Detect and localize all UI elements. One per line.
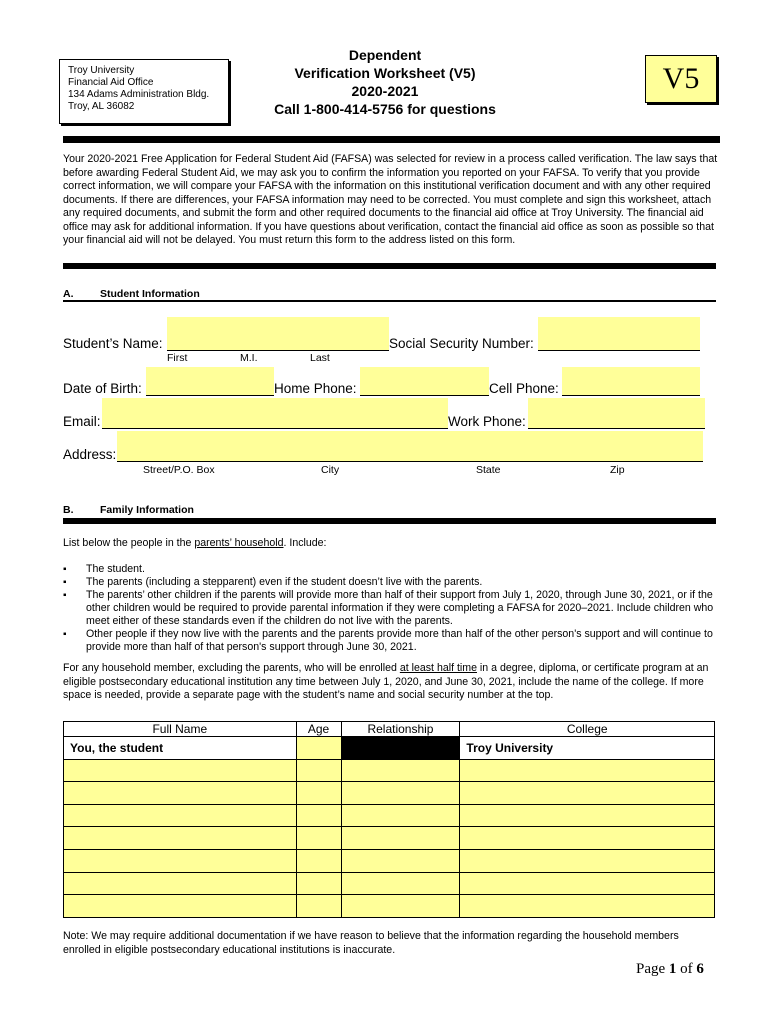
version-badge: V5 [645,55,717,103]
relationship-cell[interactable] [341,872,460,895]
col-age: Age [296,722,341,737]
state-caption: State [476,464,501,476]
college-cell[interactable] [460,849,715,872]
name-cell[interactable] [64,782,297,805]
student-name-cell: You, the student [64,737,297,760]
relationship-cell[interactable] [341,895,460,918]
table-row [64,737,715,760]
email-label: Email: [63,414,101,429]
office-line: Troy University [68,65,135,76]
office-line: Troy, AL 36082 [68,101,135,112]
first-name-caption: First [167,352,188,364]
parents-household-text: parents’ household [194,537,284,549]
zip-caption: Zip [610,464,625,476]
list-item: ▪ Other people if they now live with the parents and the parents provide more than half of the other person's support and will continue to provide more than half of that person's support through June 30, 2021. [63,628,715,654]
relationship-cell[interactable] [341,782,460,805]
table-row[interactable] [64,827,715,850]
college-cell[interactable] [460,782,715,805]
college-cell[interactable] [460,872,715,895]
relationship-cell[interactable] [341,849,460,872]
section-a-letter: A. [63,288,74,300]
email-field[interactable] [102,398,448,429]
age-cell[interactable] [296,782,341,805]
section-a-title: Student Information [100,288,200,300]
office-line: Financial Aid Office [68,77,154,88]
intro-paragraph: Your 2020-2021 Free Application for Federal Student Aid (FAFSA) was selected for review in a process called verification. The law says that before awarding Federal Student Aid, we may ask you to confirm the information you reported on your FAFSA. To verify that you provide correct information, we will compare your FAFSA with the information on this institutional verification document and with any other required documents. If there are differences, your FAFSA information may need to be corrected. You must complete and sign this worksheet, attach any required documents, and submit the form and other required documents to the financial aid office at Troy University. The financial aid office may ask for additional information. If you have questions about verification, contact the financial aid office as soon as possible so that your financial aid will not be delayed. You must return this form to the address listed on this form. [63,153,718,246]
page-total: 6 [696,961,704,977]
divider [63,263,716,269]
include-list [63,563,715,654]
list-item: ▪ The parents’ other children if the parents will provide more than half of their support from July 1, 2020, through June 30, 2021, or if the other children would be required to provide parental information if they were completing a FAFSA for 2020–2021. Include children who meet either of these standards even if the children do not live with the parents. [63,589,715,628]
city-caption: City [321,464,340,476]
col-relationship: Relationship [341,722,460,737]
office-address-box [59,59,229,124]
relationship-cell[interactable] [341,827,460,850]
age-cell[interactable] [296,872,341,895]
enrollment-text: For any household member, excluding the parents, who will be enrolled [63,662,400,674]
relationship-cell-blocked [341,737,460,760]
section-b-letter: B. [63,504,74,516]
table-row[interactable] [64,895,715,918]
name-cell[interactable] [64,849,297,872]
age-cell[interactable] [296,759,341,782]
college-cell[interactable] [460,804,715,827]
household-intro [63,537,326,551]
field-underline [538,350,700,351]
name-cell[interactable] [64,759,297,782]
dob-field[interactable] [146,367,274,396]
ssn-field[interactable] [538,317,700,351]
college-cell: Troy University [460,737,715,760]
field-underline [562,395,700,396]
address-field[interactable] [117,431,703,462]
divider [63,300,716,302]
name-cell[interactable] [64,827,297,850]
home-phone-field[interactable] [360,367,489,396]
work-phone-label: Work Phone: [448,414,526,429]
field-underline [117,461,703,462]
street-caption: Street/P.O. Box [143,464,215,476]
intro-text: List below the people in the [63,537,195,549]
name-cell[interactable] [64,872,297,895]
last-name-caption: Last [310,352,330,364]
office-line: 134 Adams Administration Bldg. [68,89,210,100]
table-row[interactable] [64,782,715,805]
page-current: 1 [668,961,677,977]
table-row[interactable] [64,759,715,782]
intro-text: . Include: [283,537,327,549]
section-b-title: Family Information [100,504,194,516]
title-line: Call 1-800-414-5756 for questions [274,101,496,117]
work-phone-field[interactable] [528,398,705,429]
list-item: ▪ The parents (including a stepparent) even if the student doesn’t live with the parents. [63,576,715,589]
field-underline [360,395,489,396]
page-title [240,46,530,118]
cell-phone-label: Cell Phone: [489,381,559,396]
ssn-label: Social Security Number: [389,336,534,351]
title-line: Verification Worksheet (V5) [294,65,476,81]
household-table [63,721,715,918]
student-name-label: Student’s Name: [63,336,163,351]
address-label: Address: [63,447,117,462]
age-cell[interactable] [296,737,341,760]
of-word: of [680,961,693,977]
college-cell[interactable] [460,759,715,782]
enrollment-text: in a degree, diploma, or certificate program at an eligible postsecondary educational institution any time between July 1, 2020, and June 30, 2021, include the name of the college. If more space is needed, provide a separate page with the student’s name and social security number at the top. [63,662,709,701]
half-time-text: at least half time [399,662,477,674]
home-phone-label: Home Phone: [274,381,357,396]
table-row[interactable] [64,872,715,895]
table-row[interactable] [64,804,715,827]
list-item: ▪ The student. [63,563,715,576]
page-number [636,961,704,978]
table-row[interactable] [64,849,715,872]
dob-label: Date of Birth: [63,381,142,396]
cell-phone-field[interactable] [562,367,700,396]
title-line: 2020-2021 [351,83,419,99]
field-underline [102,428,448,429]
age-cell[interactable] [296,895,341,918]
field-underline [528,428,705,429]
divider [63,136,720,143]
enrollment-paragraph [63,662,718,703]
name-cell[interactable] [64,895,297,918]
relationship-cell[interactable] [341,804,460,827]
page-word: Page [636,961,666,977]
col-college: College [460,722,715,737]
age-cell[interactable] [296,804,341,827]
name-cell[interactable] [64,804,297,827]
age-cell[interactable] [296,849,341,872]
middle-initial-caption: M.I. [240,352,258,364]
field-underline [146,395,274,396]
title-line: Dependent [348,47,422,63]
field-underline [167,350,389,351]
college-cell[interactable] [460,827,715,850]
table-header-row [64,722,715,737]
relationship-cell[interactable] [341,759,460,782]
col-full-name: Full Name [64,722,297,737]
student-name-field[interactable] [167,317,389,351]
age-cell[interactable] [296,827,341,850]
college-cell[interactable] [460,895,715,918]
divider [63,518,716,524]
documentation-note: Note: We may require additional documentation if we have reason to believe that the information regarding the household members enrolled in eligible postsecondary educational institutions is inaccurate. [63,930,679,956]
